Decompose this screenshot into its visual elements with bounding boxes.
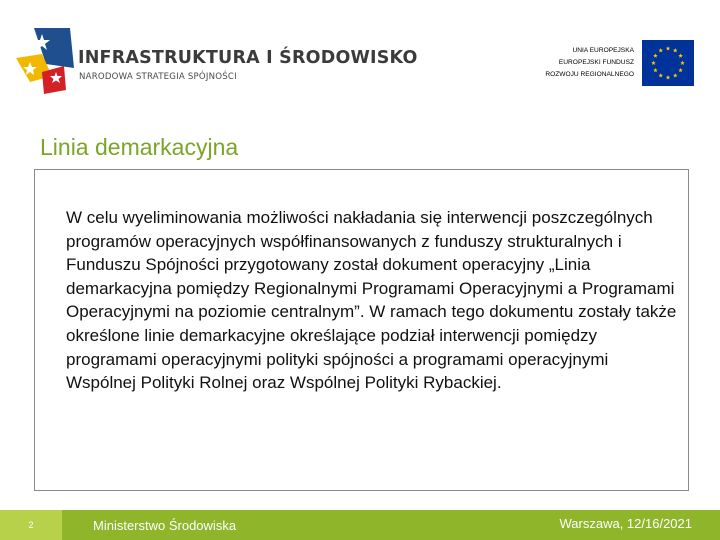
- eu-flag-icon: [642, 40, 694, 86]
- eu-label-line: EUROPEJSKI FUNDUSZ: [558, 59, 634, 66]
- slide-title: Linia demarkacyjna: [40, 134, 239, 160]
- slide-header: [0, 0, 720, 110]
- eu-fund-label: [545, 45, 634, 81]
- program-logo-subtitle: NARODOWA STRATEGIA SPÓJNOŚCI: [79, 72, 237, 82]
- footer-ministry: Ministerstwo Środowiska: [93, 518, 237, 533]
- program-logo-title: INFRASTRUKTURA I ŚRODOWISKO: [78, 48, 418, 68]
- footer-date: Warszawa, 12/16/2021: [559, 516, 692, 531]
- slide-footer: [0, 510, 720, 540]
- slide-body-text: W celu wyeliminowania możliwości nakładania się interwencji poszczególnych programów operacyjnych współfinansowanych z funduszy strukturalnych i Funduszu Spójności przygotowany został dokument operacyjny „Linia demarkacyjna pomiędzy Regionalnymi Programami Operacyjnymi a Programami Operacyjnymi na poziomie centralnym”. W ramach tego dokumentu zostały także określone linie demarkacyjne określające podział interwencji pomiędzy programami operacyjnymi polityki spójności a programami operacyjnymi Wspólnej Polityki Rolnej oraz Wspólnej Polityki Rybackiej.: [66, 208, 677, 393]
- eu-label-line: UNIA EUROPEJSKA: [572, 47, 634, 54]
- program-logo-icon: [12, 24, 76, 96]
- eu-label-line: ROZWOJU REGIONALNEGO: [545, 71, 634, 78]
- page-number: 2: [0, 510, 62, 540]
